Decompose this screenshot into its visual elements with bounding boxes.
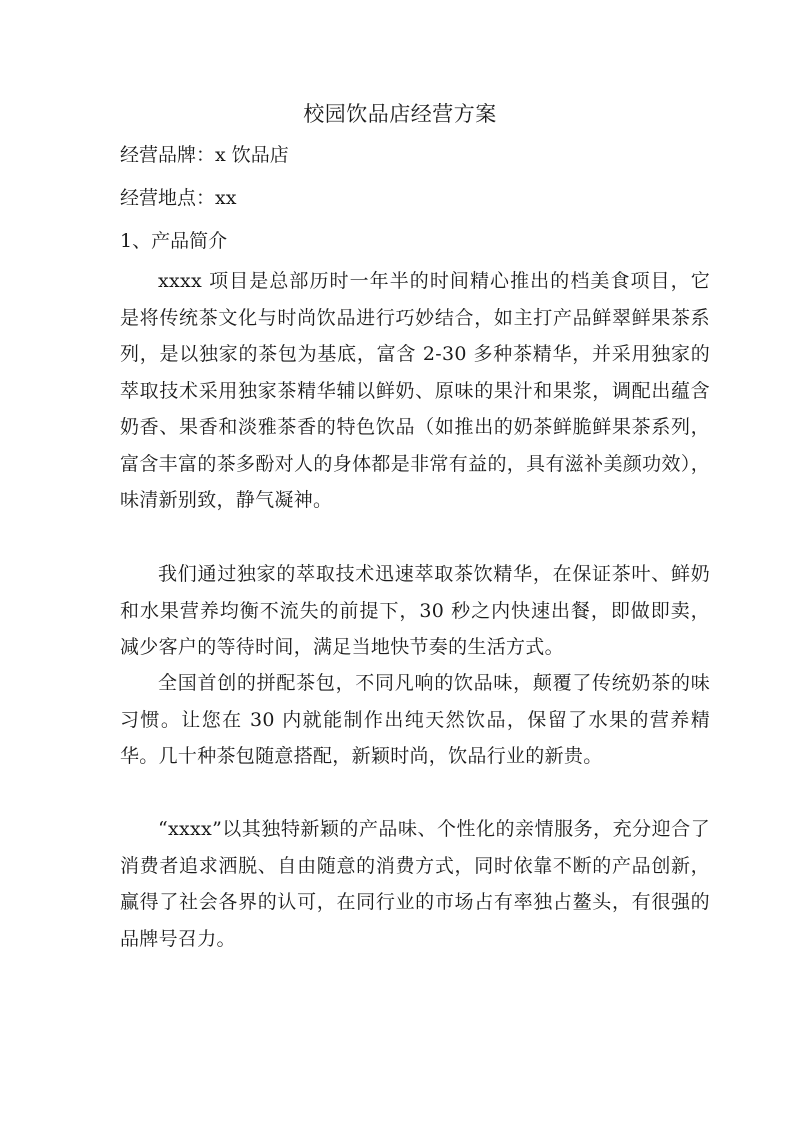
paragraph-text: 我们通过独家的萃取技术迅速萃取茶饮精华，在保证茶叶、鲜奶和水果营养均衡不流失的前提下，30 秒之内快速出餐，即做即卖，减少客户的等待时间，满足当地快节奏的生活方式。 xyxy=(120,563,710,658)
paragraph-2 xyxy=(120,556,710,666)
paragraph-text: “xxxx”以其独特新颖的产品味、个性化的亲情服务，充分迎合了消费者追求洒脱、自由随意的消费方式，同时依靠不断的产品创新，赢得了社会各界的认可，在同行业的市场占有率独占鳌头，有很强的品牌号召力。 xyxy=(120,818,710,950)
document-title: 校园饮品店经营方案 xyxy=(303,102,497,126)
paragraph-text: 全国首创的拼配茶包，不同凡响的饮品味，颠覆了传统奶茶的味习惯。让您在 30 内就能制作出纯天然饮品，保留了水果的营养精华。几十种茶包随意搭配，新颖时尚，饮品行业的新贵。 xyxy=(120,672,710,767)
section-heading: 1、产品简介 xyxy=(120,230,228,252)
paragraph-1 xyxy=(120,263,710,519)
paragraph-4 xyxy=(120,811,710,957)
paragraph-text: xxxx 项目是总部历时一年半的时间精心推出的档美食项目，它是将传统茶文化与时尚饮品进行巧妙结合，如主打产品鲜翠鲜果茶系列，是以独家的茶包为基底，富含 2-30 多种茶精华，并采用独家的萃取技术采用独家茶精华辅以鲜奶、原味的果汁和果浆，调配出蕴含奶香、果香和淡雅茶香的特色饮品（如推出的奶茶鲜脆鲜果茶系列，富含丰富的茶多酚对人的身体都是非常有益的，具有滋补美颜功效），味清新别致，静气凝神。 xyxy=(120,270,710,511)
paragraph-3 xyxy=(120,665,710,775)
location-line: 经营地点：xx xyxy=(120,187,237,209)
brand-line: 经营品牌：x 饮品店 xyxy=(120,144,289,166)
